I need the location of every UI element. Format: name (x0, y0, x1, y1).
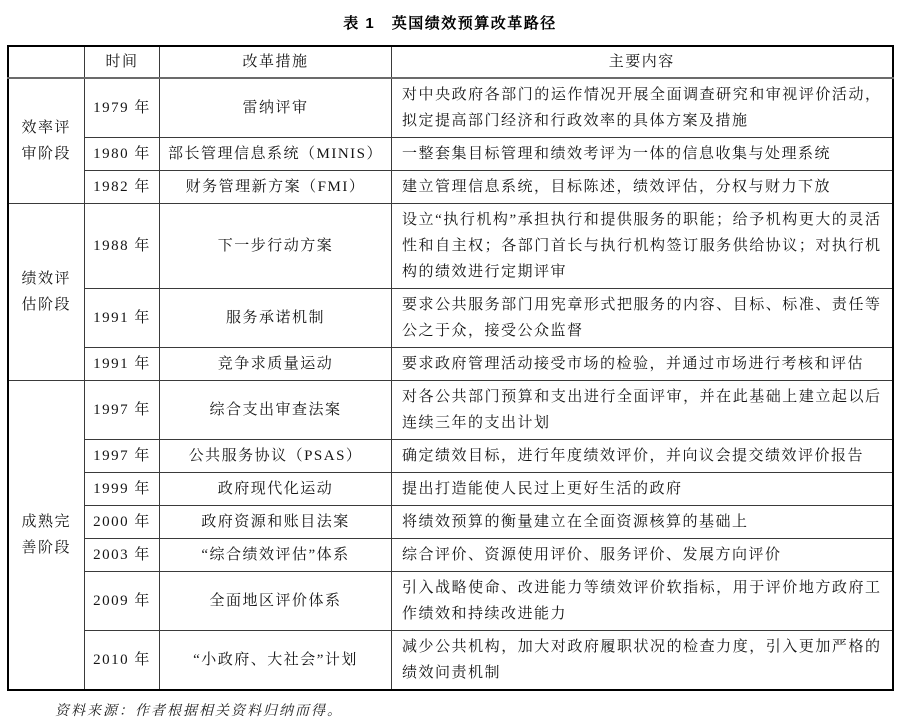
table-row (8, 171, 893, 204)
table-row (8, 440, 893, 473)
measure-cell: “小政府、大社会”计划 (160, 631, 392, 691)
measure-cell: 全面地区评价体系 (160, 572, 392, 631)
table-row (8, 473, 893, 506)
measure-cell: 竞争求质量运动 (160, 348, 392, 381)
time-cell: 2000 年 (85, 506, 160, 539)
time-cell: 1991 年 (85, 289, 160, 348)
table-header (8, 46, 893, 78)
measure-cell: 公共服务协议（PSAS） (160, 440, 392, 473)
stage-cell: 成熟完善阶段 (8, 381, 85, 691)
table-row (8, 348, 893, 381)
content-cell: 确定绩效目标，进行年度绩效评价，并向议会提交绩效评价报告 (392, 440, 893, 473)
table-row (8, 204, 893, 289)
table-row (8, 506, 893, 539)
content-cell: 要求政府管理活动接受市场的检验，并通过市场进行考核和评估 (392, 348, 893, 381)
table-row (8, 572, 893, 631)
measure-cell: 政府现代化运动 (160, 473, 392, 506)
time-cell: 1997 年 (85, 381, 160, 440)
measure-cell: “综合绩效评估”体系 (160, 539, 392, 572)
table-title: 表 1 英国绩效预算改革路径 (343, 15, 557, 32)
table-row (8, 289, 893, 348)
table-row (8, 138, 893, 171)
time-cell: 1979 年 (85, 78, 160, 138)
time-cell: 2003 年 (85, 539, 160, 572)
content-cell: 提出打造能使人民过上更好生活的政府 (392, 473, 893, 506)
time-cell: 1999 年 (85, 473, 160, 506)
time-cell: 1982 年 (85, 171, 160, 204)
content-cell: 将绩效预算的衡量建立在全面资源核算的基础上 (392, 506, 893, 539)
table-row (8, 631, 893, 691)
time-cell: 1991 年 (85, 348, 160, 381)
source-note: 资料来源：作者根据相关资料归纳而得。 (55, 704, 343, 717)
measure-cell: 政府资源和账目法案 (160, 506, 392, 539)
content-cell: 一整套集目标管理和绩效考评为一体的信息收集与处理系统 (392, 138, 893, 171)
measure-cell: 财务管理新方案（FMI） (160, 171, 392, 204)
content-cell: 对各公共部门预算和支出进行全面评审，并在此基础上建立起以后连续三年的支出计划 (392, 381, 893, 440)
content-cell: 减少公共机构，加大对政府履职状况的检查力度，引入更加严格的绩效问责机制 (392, 631, 893, 691)
content-cell: 综合评价、资源使用评价、服务评价、发展方向评价 (392, 539, 893, 572)
time-cell: 2010 年 (85, 631, 160, 691)
measure-cell: 综合支出审查法案 (160, 381, 392, 440)
table-row (8, 78, 893, 138)
header-content: 主要内容 (392, 46, 893, 78)
measure-cell: 下一步行动方案 (160, 204, 392, 289)
table-body (8, 78, 893, 690)
stage-cell: 绩效评估阶段 (8, 204, 85, 381)
measure-cell: 服务承诺机制 (160, 289, 392, 348)
header-row (8, 46, 893, 78)
header-measure: 改革措施 (160, 46, 392, 78)
content-cell: 引入战略使命、改进能力等绩效评价软指标，用于评价地方政府工作绩效和持续改进能力 (392, 572, 893, 631)
time-cell: 1980 年 (85, 138, 160, 171)
header-time: 时间 (85, 46, 160, 78)
reform-path-table (7, 45, 894, 691)
content-cell: 设立“执行机构”承担执行和提供服务的职能；给予机构更大的灵活性和自主权；各部门首长与执行机构签订服务供给协议；对执行机构的绩效进行定期评审 (392, 204, 893, 289)
time-cell: 2009 年 (85, 572, 160, 631)
time-cell: 1988 年 (85, 204, 160, 289)
stage-cell: 效率评审阶段 (8, 78, 85, 204)
content-cell: 对中央政府各部门的运作情况开展全面调查研究和审视评价活动，拟定提高部门经济和行政效率的具体方案及措施 (392, 78, 893, 138)
time-cell: 1997 年 (85, 440, 160, 473)
table-row (8, 539, 893, 572)
content-cell: 建立管理信息系统，目标陈述，绩效评估，分权与财力下放 (392, 171, 893, 204)
header-stage (8, 46, 85, 78)
table-row (8, 381, 893, 440)
measure-cell: 雷纳评审 (160, 78, 392, 138)
content-cell: 要求公共服务部门用宪章形式把服务的内容、目标、标准、责任等公之于众，接受公众监督 (392, 289, 893, 348)
measure-cell: 部长管理信息系统（MINIS） (160, 138, 392, 171)
